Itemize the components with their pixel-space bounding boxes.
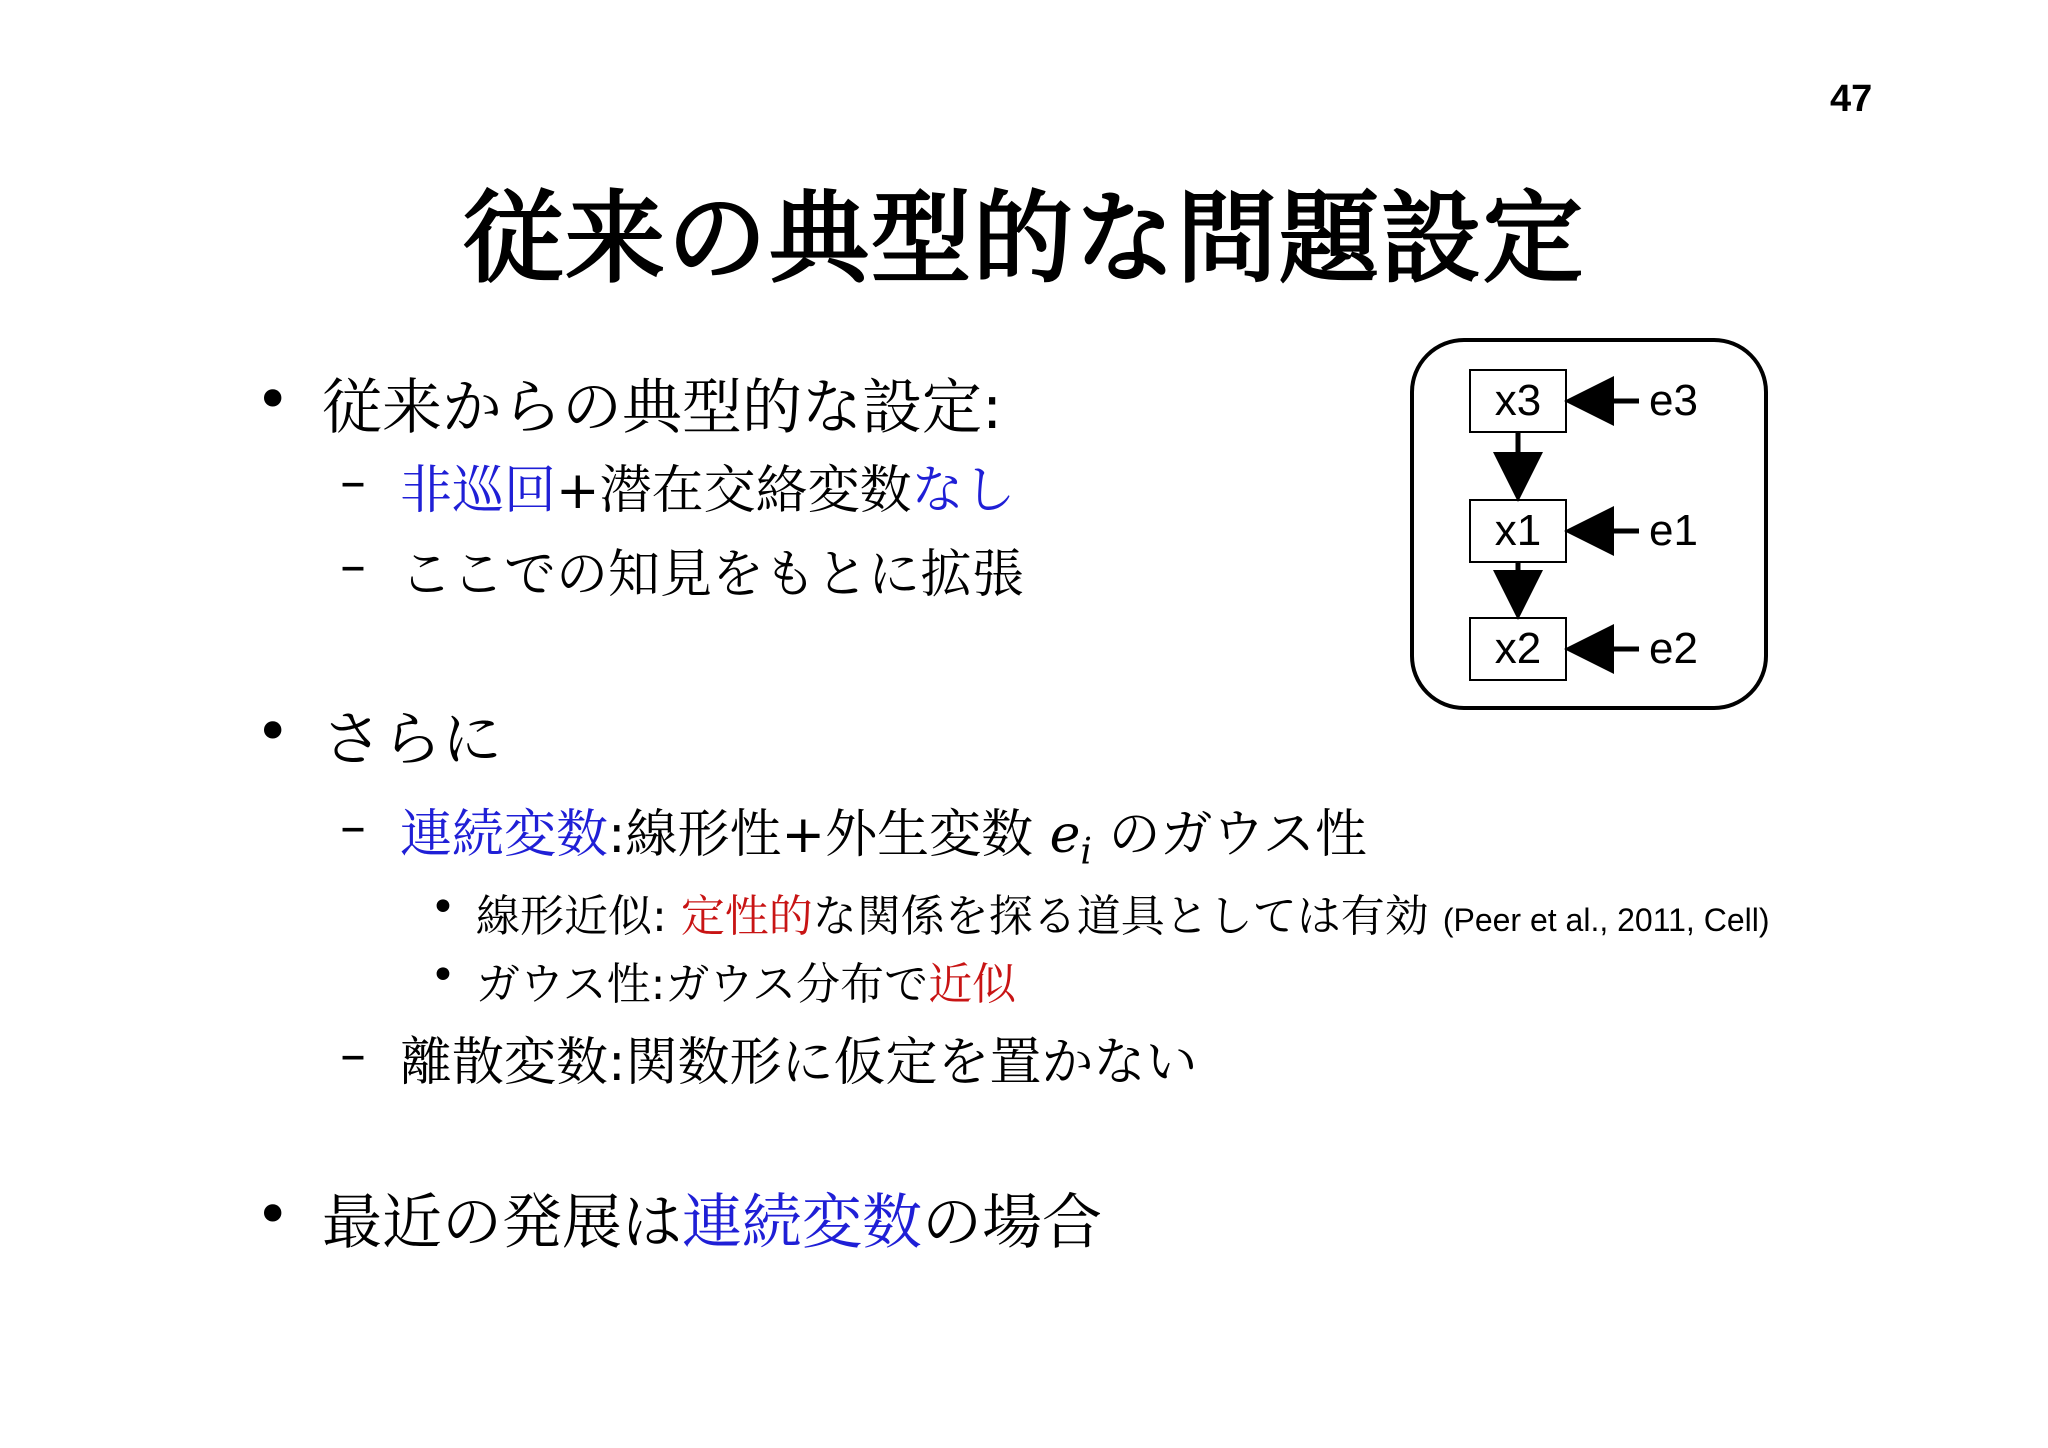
causal-diagram [1410, 338, 1768, 710]
node-x2-label: x2 [1494, 624, 1542, 673]
error-e3-label: e3 [1649, 376, 1698, 425]
dash: – [340, 1025, 366, 1085]
text-segment: のガウス性 [1091, 805, 1367, 865]
text-segment: +潜在交絡変数 [556, 461, 912, 521]
error-e2-label: e2 [1649, 624, 1698, 673]
text-segment: の場合 [922, 1188, 1102, 1258]
bullet-2-sub-1 [400, 792, 1367, 872]
emphasis-blue: 非巡回 [400, 461, 557, 521]
emphasis-red: 定性的 [680, 891, 813, 942]
emphasis-blue: 連続変数 [682, 1188, 922, 1258]
bullet-dot-small: • [430, 882, 456, 933]
error-e1-label: e1 [1649, 506, 1698, 555]
text-segment: ガウス性:ガウス分布で [476, 959, 929, 1010]
bullet-3-text [322, 1175, 1102, 1261]
bullet-2-sub-1-point-a [476, 880, 1769, 944]
page-number: 47 [1830, 78, 1873, 120]
citation: (Peer et al., 2011, Cell) [1442, 902, 1770, 938]
dash: – [340, 536, 366, 596]
node-x3-label: x3 [1494, 376, 1542, 425]
math-variable: $e_i$ [1049, 805, 1092, 873]
bullet-dot: • [255, 365, 291, 435]
text-segment: 線形近似: [476, 891, 681, 942]
emphasis-blue: 連続変数 [400, 805, 609, 865]
bullet-dot-small: • [430, 950, 456, 1001]
emphasis-red: 近似 [928, 959, 1017, 1010]
bullet-1-sub-2: ここでの知見をもとに拡張 [400, 545, 1025, 605]
bullet-1-sub-1 [400, 448, 1016, 523]
text-segment: 最近の発展は [322, 1188, 682, 1258]
text-segment: :線形性+外生変数 [608, 805, 1050, 865]
bullet-dot: • [255, 1180, 291, 1250]
dash: – [340, 797, 366, 857]
bullet-2-sub-1-point-b [476, 948, 1016, 1012]
causal-diagram-svg [1414, 342, 1772, 714]
slide-title: 従来の典型的な問題設定 [463, 180, 1585, 297]
bullet-2-text: さらに [322, 705, 502, 775]
bullet-2-sub-2: 離散変数:関数形に仮定を置かない [400, 1033, 1198, 1093]
text-segment: な関係を探る道具としては有効 [812, 891, 1443, 942]
dash: – [340, 452, 366, 512]
emphasis-blue: なし [911, 461, 1016, 521]
node-x1-label: x1 [1494, 506, 1542, 555]
bullet-dot: • [255, 697, 291, 767]
bullet-1-text: 従来からの典型的な設定: [322, 373, 1003, 443]
